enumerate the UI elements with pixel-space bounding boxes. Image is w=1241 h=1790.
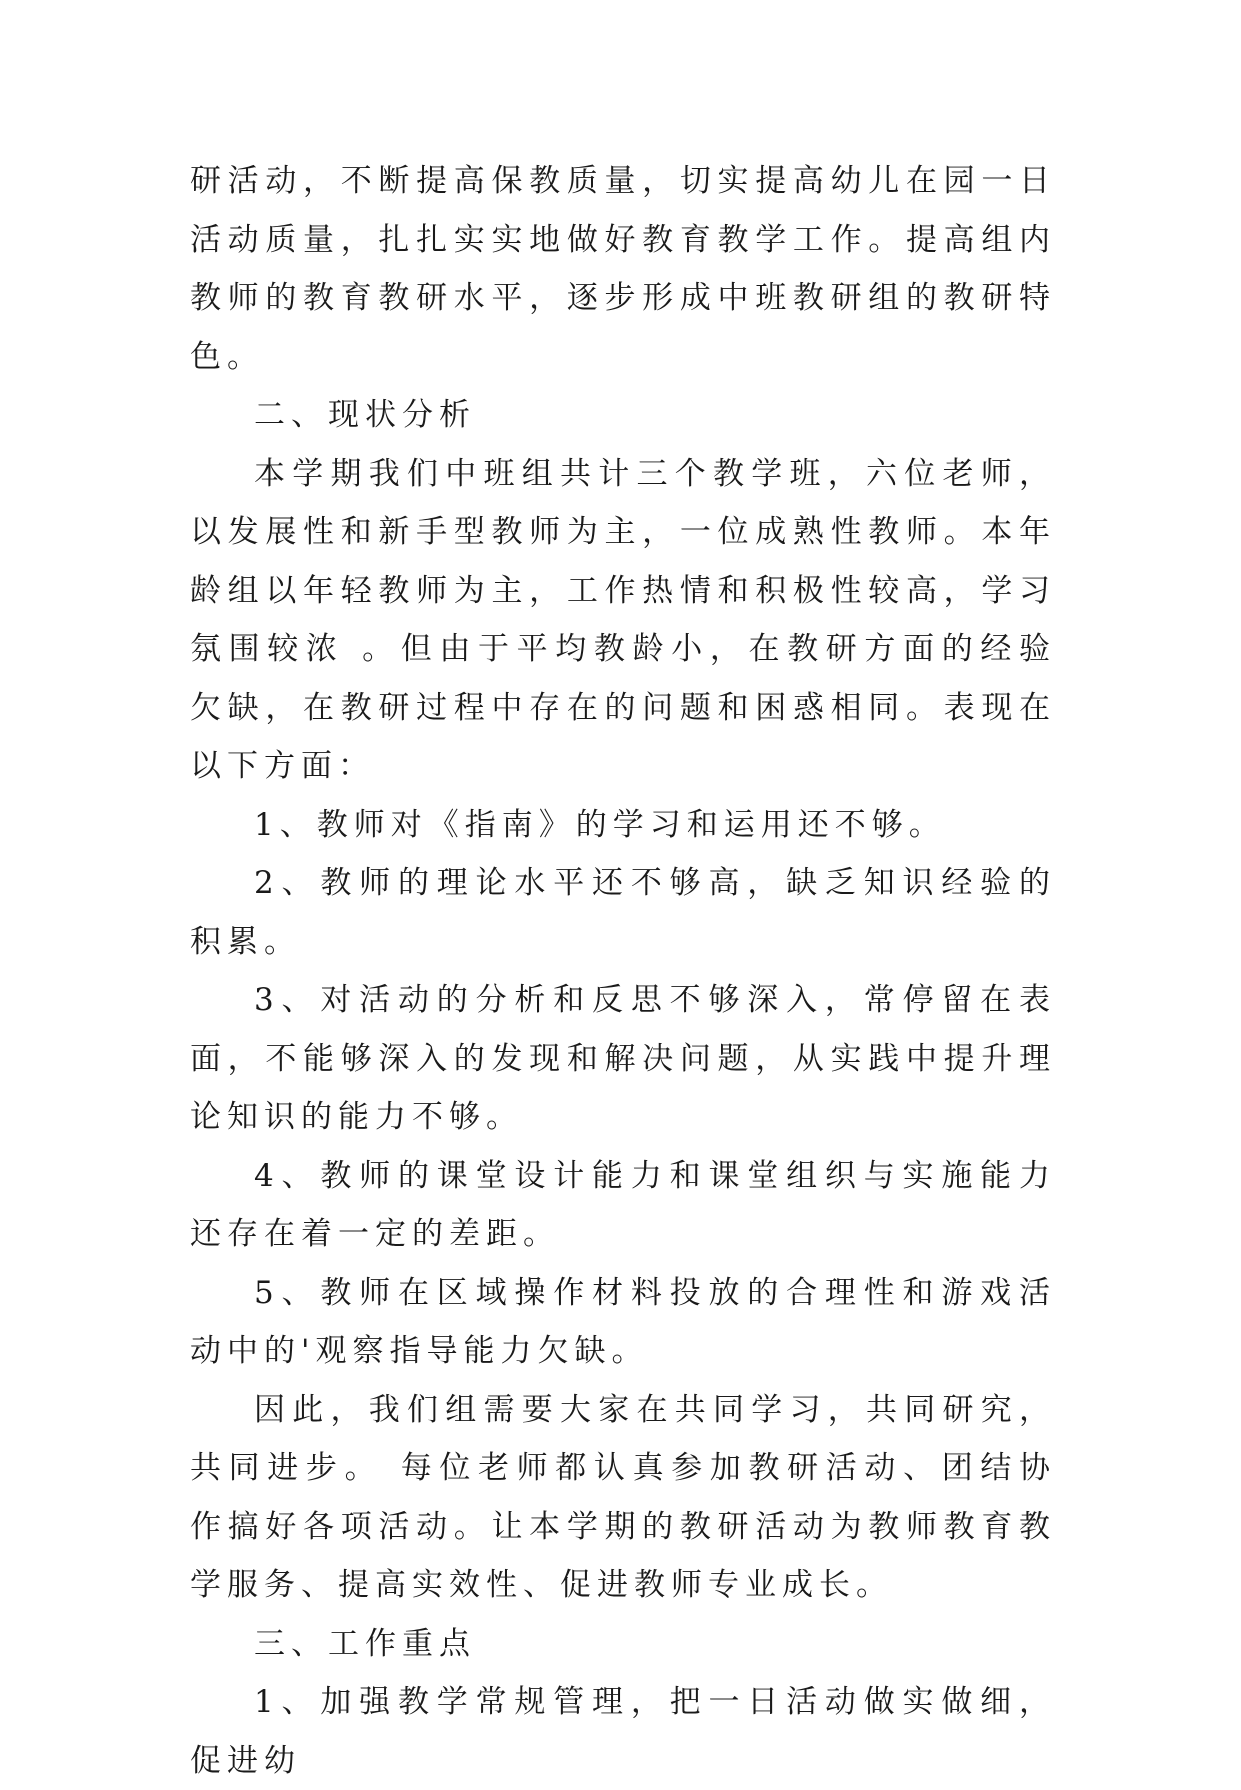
paragraph-group-overview: 本学期我们中班组共计三个教学班，六位老师，以发展性和新手型教师为主，一位成熟性教师。本年龄组以年轻教师为主，工作热情和积极性较高，学习氛围较浓 。但由于平均教龄小，在教研方面的经验欠缺，在教研过程中存在的问题和困惑相同。表现在以下方面： [190,455,1056,784]
list-item-1: 1、教师对《指南》的学习和运用还不够。 [254,806,946,843]
list-item-5: 5、教师在区域操作材料投放的合理性和游戏活动中的'观察指导能力欠缺。 [190,1274,1056,1369]
paragraph-continuation: 研活动，不断提高保教质量，切实提高幼儿在园一日活动质量，扎扎实实地做好教育教学工作。提高组内教师的教育教研水平，逐步形成中班教研组的教研特色。 [190,163,1056,375]
list-item-2: 2、教师的理论水平还不够高，缺乏知识经验的积累。 [190,865,1056,960]
list-item-4: 4、教师的课堂设计能力和课堂组织与实施能力还存在着一定的差距。 [190,1157,1056,1252]
document-body [190,152,1056,1790]
section-heading-work-focus: 三、工作重点 [254,1625,476,1662]
list-item-3: 3、对活动的分析和反思不够深入，常停留在表面，不能够深入的发现和解决问题，从实践中提升理论知识的能力不够。 [190,982,1056,1135]
list-item-focus-1: 1、加强教学常规管理，把一日活动做实做细，促进幼 [190,1684,1056,1779]
paragraph-conclusion: 因此，我们组需要大家在共同学习，共同研究，共同进步。 每位老师都认真参加教研活动、团结协作搞好各项活动。让本学期的教研活动为教师教育教学服务、提高实效性、促进教师专业成长。 [190,1391,1056,1603]
section-heading-status-analysis: 二、现状分析 [254,397,476,433]
